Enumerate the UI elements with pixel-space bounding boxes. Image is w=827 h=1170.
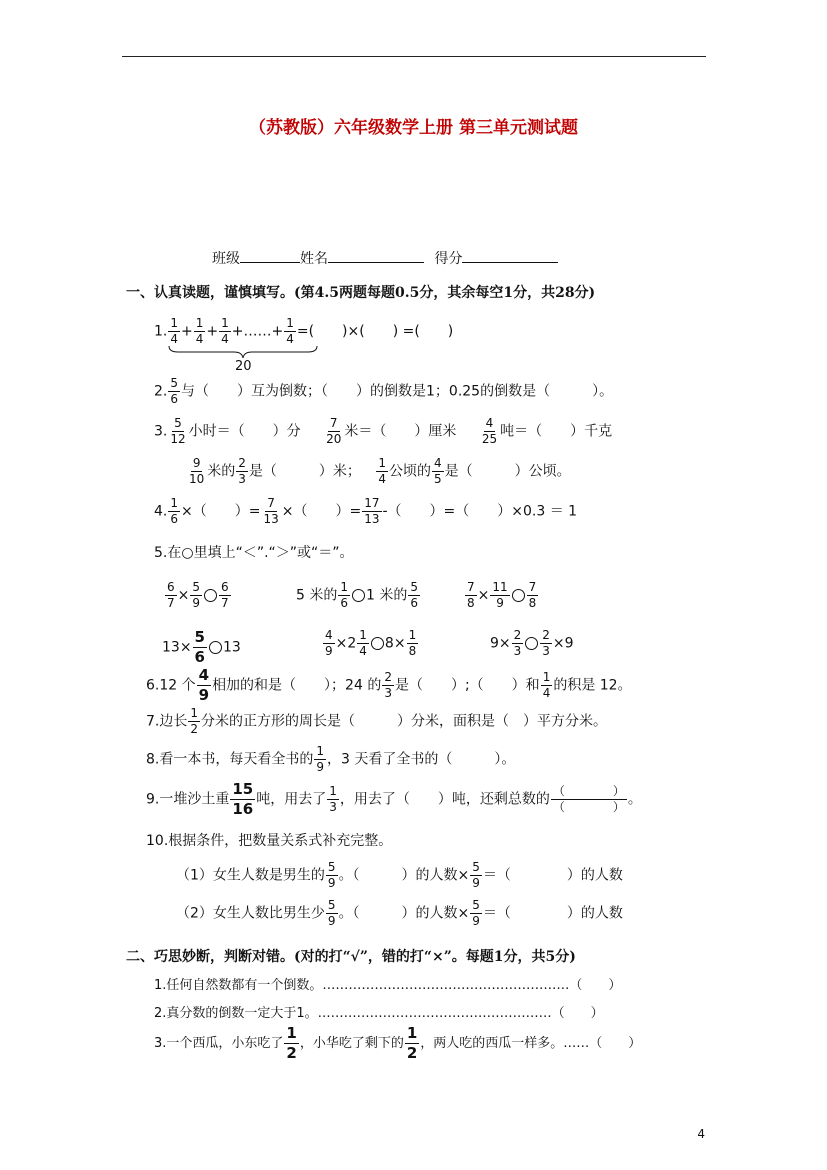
judge-1: 1.任何自然数都有一个倒数。…………………………………………………（ ） <box>154 978 622 993</box>
name-label: 姓名 <box>300 251 328 267</box>
fraction: $\frac{1}{6}$ <box>170 496 178 526</box>
question-7: 7.边长 $\frac{1}{2}$ 分米的正方形的周长是（ ）分米，面积是（ ）平方分米。 <box>146 706 607 736</box>
question-10-2: （2）女生人数比男生少 $\frac{5}{9}$ 。（ ）的人数× $\frac{5}{9}$ ＝（ ）的人数 <box>176 898 623 928</box>
question-3b: $\frac{9}{10}$ 米的 $\frac{2}{3}$ 是（ ）米； $\frac{1}{4}$ 公顷的 $\frac{4}{5}$ 是（ ）公顷。 <box>189 456 571 486</box>
fraction: $\frac{1}{4}$ <box>221 316 229 346</box>
underbrace <box>168 345 318 359</box>
fraction: $\frac{4}{5}$ <box>434 456 442 486</box>
brace-count: 20 <box>235 359 252 374</box>
compare-5: $\frac{4}{9}$ ×2 $\frac{1}{4}$ 8× $\frac{1}{8}$ <box>325 628 417 658</box>
fraction: $\frac{17}{13}$ <box>364 496 380 526</box>
class-blank[interactable] <box>240 248 300 263</box>
judge-3: 3.一个西瓜，小东吃了 $\frac{1}{2}$ ，小华吃了剩下的 $\frac{1}{2}$ ，两人吃的西瓜一样多。……（ ） <box>154 1024 642 1062</box>
compare-1: $\frac{6}{7}$ × $\frac{5}{9}$ $\frac{6}{7}$ <box>167 580 229 610</box>
compare-circle[interactable] <box>371 637 384 650</box>
name-blank[interactable] <box>328 248 424 263</box>
question-1: 1. $\frac{1}{4}$ + $\frac{1}{4}$ + $\frac{1}{4}$ +……+ $\frac{1}{4}$ =( )×( ) =( ) <box>154 316 454 346</box>
compare-2: 5 米的 $\frac{1}{6}$ 1 米的 $\frac{5}{6}$ <box>296 580 418 610</box>
compare-6: 9× $\frac{2}{3}$ $\frac{2}{3}$ ×9 <box>490 628 574 658</box>
fraction: $\frac{9}{10}$ <box>189 456 205 486</box>
fraction: $\frac{1}{4}$ <box>286 316 294 346</box>
question-10: 10.根据条件，把数量关系式补充完整。 <box>146 833 393 849</box>
top-rule <box>122 56 706 57</box>
fraction: $\frac{1}{4}$ <box>170 316 178 346</box>
compare-4: 13× $\frac{5}{6}$ 13 <box>162 628 241 666</box>
class-label: 班级 <box>212 251 240 267</box>
fraction: $\frac{7}{13}$ <box>263 496 279 526</box>
compare-circle[interactable] <box>352 589 365 602</box>
fraction: $\frac{2}{3}$ <box>238 456 246 486</box>
fraction: $\frac{7}{20}$ <box>326 416 342 446</box>
compare-circle[interactable] <box>209 641 222 654</box>
question-3a: 3. $\frac{5}{12}$ 小时＝（ ）分 $\frac{7}{20}$ 米＝（ ）厘米 $\frac{4}{25}$ 吨＝（ ）千克 <box>154 416 613 446</box>
compare-circle[interactable] <box>512 589 525 602</box>
fraction: $\frac{5}{12}$ <box>170 416 186 446</box>
fraction: $\frac{1}{4}$ <box>195 316 204 346</box>
answer-fraction[interactable]: $\frac{( )}{( )}$ <box>552 784 625 814</box>
header-fields <box>212 248 558 268</box>
fraction: $\frac{4}{25}$ <box>481 416 498 446</box>
fraction: $\frac{5}{6}$ <box>170 376 178 406</box>
compare-circle[interactable] <box>525 637 538 650</box>
question-2: 2. $\frac{5}{6}$ 与（ ）互为倒数；（ ）的倒数是1；0.25的倒数是（ ）。 <box>154 376 614 406</box>
section2-heading: 二、巧思妙断，判断对错。(对的打“√”，错的打“×”。每题1分，共5分) <box>126 949 576 965</box>
score-blank[interactable] <box>462 248 558 263</box>
page-number: 4 <box>697 1127 705 1141</box>
question-8: 8.看一本书，每天看全书的 $\frac{1}{9}$ ，3 天看了全书的（ ）。 <box>146 744 516 774</box>
judge-2: 2.真分数的倒数一定大于1。………………………………………………（ ） <box>154 1006 604 1021</box>
question-5: 5.在○里填上“＜”.“＞”或“＝”。 <box>154 545 354 561</box>
score-label: 得分 <box>434 251 463 267</box>
compare-3: $\frac{7}{8}$ × $\frac{11}{9}$ $\frac{7}{8}$ <box>467 580 537 610</box>
question-10-1: （1）女生人数是男生的 $\frac{5}{9}$ 。（ ）的人数× $\frac{5}{9}$ ＝（ ）的人数 <box>176 860 623 890</box>
question-4: 4. $\frac{1}{6}$ ×（ ）= $\frac{7}{13}$ ×（ ）= $\frac{17}{13}$ -（ ）=（ ）×0.3 ＝ 1 <box>154 496 578 526</box>
question-6: 6.12 个 $\frac{4}{9}$ 相加的和是（ ）；24 的 $\frac{2}{3}$ 是（ ）;（ ）和 $\frac{1}{4}$ 的积是 12。 <box>146 666 632 704</box>
question-9: 9.一堆沙土重 $\frac{15}{16}$ 吨，用去了 $\frac{1}{3}$ ，用去了（ ）吨，还剩总数的 $\frac{( )}{( )}$ 。 <box>146 780 642 818</box>
fraction: $\frac{1}{4}$ <box>378 456 387 486</box>
section1-heading: 一、认真读题，谨慎填写。(第4.5两题每题0.5分，其余每空1分，共28分) <box>126 285 596 301</box>
page-title: （苏教版）六年级数学上册 第三单元测试题 <box>249 118 578 138</box>
compare-circle[interactable] <box>204 589 217 602</box>
